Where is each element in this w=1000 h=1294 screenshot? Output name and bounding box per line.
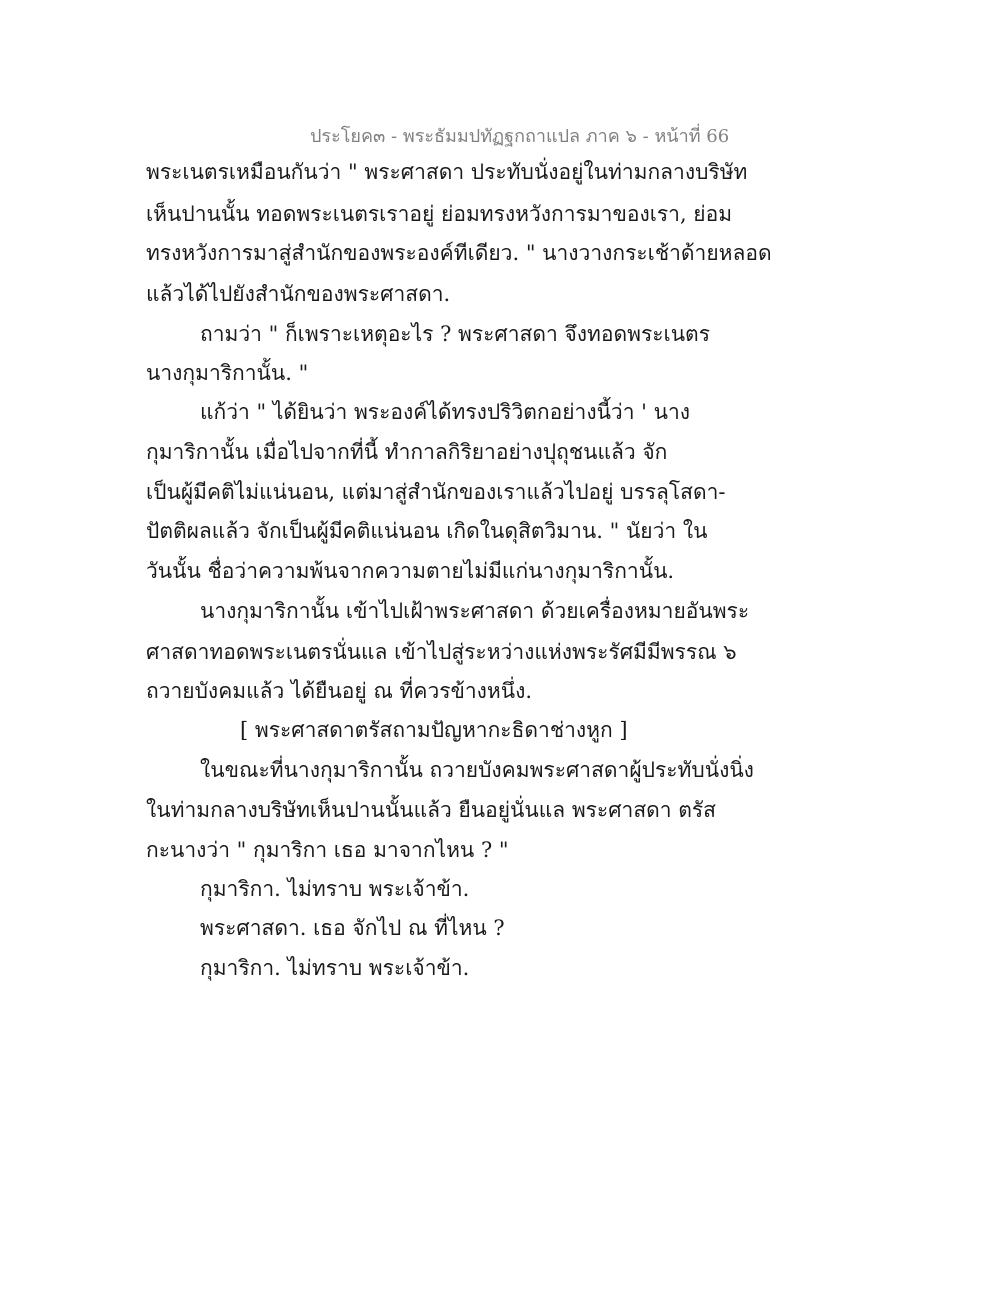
text-line: กุมาริกานั้น เมื่อไปจากที่นี้ ทำกาลกิริยาอย่างปุถุชนแล้ว จัก xyxy=(146,440,668,464)
running-header: ประโยค๓ - พระธัมมปทัฏฐกถาแปล ภาค ๖ - หน้าที่ 66 xyxy=(310,126,730,147)
text-line: นางกุมาริกานั้น เข้าไปเฝ้าพระศาสดา ด้วยเครื่องหมายอันพระ xyxy=(200,599,750,623)
text-line: นางกุมาริกานั้น. " xyxy=(146,361,309,385)
dialogue-line: กุมาริกา. ไม่ทราบ พระเจ้าข้า. xyxy=(200,956,470,980)
section-heading: [ พระศาสดาตรัสถามปัญหากะธิดาช่างหูก ] xyxy=(240,718,628,742)
text-line: ในขณะที่นางกุมาริกานั้น ถวายบังคมพระศาสดาผู้ประทับนั่งนิ่ง xyxy=(200,758,754,782)
text-line: วันนั้น ชื่อว่าความพ้นจากความตายไม่มีแก่นางกุมาริกานั้น. xyxy=(146,559,675,583)
dialogue-line: กุมาริกา. ไม่ทราบ พระเจ้าข้า. xyxy=(200,877,470,901)
text-line: ในท่ามกลางบริษัทเห็นปานนั้นแล้ว ยืนอยู่นั่นแล พระศาสดา ตรัส xyxy=(146,798,716,822)
text-line: ถามว่า " ก็เพราะเหตุอะไร ? พระศาสดา จึงทอดพระเนตร xyxy=(200,322,710,346)
text-line: กะนางว่า " กุมาริกา เธอ มาจากไหน ? " xyxy=(146,838,509,862)
text-line: ทรงหวังการมาสู่สำนักของพระองค์ทีเดียว. " นางวางกระเช้าด้ายหลอด xyxy=(146,241,772,265)
text-line: เป็นผู้มีคติไม่แน่นอน, แต่มาสู่สำนักของเราแล้วไปอยู่ บรรลุโสดา- xyxy=(146,480,726,504)
text-line: แก้ว่า " ได้ยินว่า พระองค์ได้ทรงปริวิตกอย่างนี้ว่า ' นาง xyxy=(200,400,691,424)
text-line: ศาสดาทอดพระเนตรนั่นแล เข้าไปสู่ระหว่างแห่งพระรัศมีมีพรรณ ๖ xyxy=(146,640,737,664)
text-line: ปัตติผลแล้ว จักเป็นผู้มีคติแน่นอน เกิดในดุสิตวิมาน. " นัยว่า ใน xyxy=(146,519,708,543)
text-line: ถวายบังคมแล้ว ได้ยืนอยู่ ณ ที่ควรข้างหนึ่ง. xyxy=(146,679,533,703)
dialogue-line: พระศาสดา. เธอ จักไป ณ ที่ไหน ? xyxy=(200,916,505,940)
text-line: เห็นปานนั้น ทอดพระเนตรเราอยู่ ย่อมทรงหวังการมาของเรา, ย่อม xyxy=(146,202,733,226)
text-line: แล้วได้ไปยังสำนักของพระศาสดา. xyxy=(146,282,451,306)
text-line: พระเนตรเหมือนกันว่า " พระศาสดา ประทับนั่งอยู่ในท่ามกลางบริษัท xyxy=(146,160,748,184)
